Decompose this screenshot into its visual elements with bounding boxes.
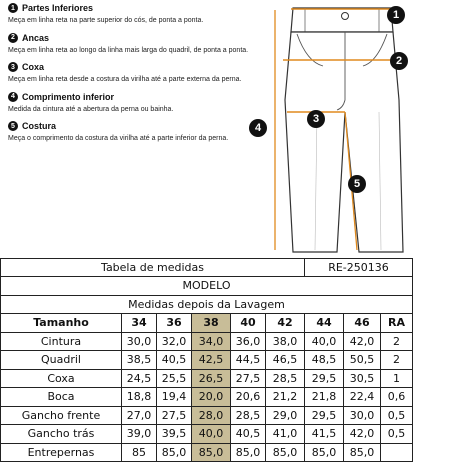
table-cell: 0,6 xyxy=(381,388,413,407)
table-cell-highlight: 34,0 xyxy=(192,332,231,351)
marker-5-badge: 5 xyxy=(348,175,366,193)
table-cell-highlight: 40,0 xyxy=(192,425,231,444)
table-cell: 85,0 xyxy=(157,443,192,462)
table-row xyxy=(1,369,413,388)
guide-item-thigh xyxy=(8,61,253,85)
table-cell: 19,4 xyxy=(157,388,192,407)
pants-illustration xyxy=(245,0,465,258)
table-cell: 85,0 xyxy=(231,443,266,462)
row-label: Cintura xyxy=(1,332,122,351)
model-label: MODELO xyxy=(1,277,413,296)
table-cell: 39,0 xyxy=(122,425,157,444)
table-cell: 42,0 xyxy=(344,332,381,351)
table-cell: 38,0 xyxy=(266,332,305,351)
table-cell-highlight: 42,5 xyxy=(192,351,231,370)
marker-4-badge: 4 xyxy=(249,119,267,137)
table-cell: 27,5 xyxy=(157,406,192,425)
table-row xyxy=(1,443,413,462)
header-row xyxy=(1,314,413,333)
table-cell: 38,5 xyxy=(122,351,157,370)
guide-item-title: Coxa xyxy=(22,62,45,72)
table-cell: 1 xyxy=(381,369,413,388)
table-cell: 28,5 xyxy=(266,369,305,388)
product-code: RE-250136 xyxy=(305,259,413,277)
table-cell: 24,5 xyxy=(122,369,157,388)
table-cell: 40,5 xyxy=(157,351,192,370)
table-cell: 30,0 xyxy=(344,406,381,425)
table-cell: 20,6 xyxy=(231,388,266,407)
header-col-highlight: 38 xyxy=(192,314,231,333)
table-cell: 39,5 xyxy=(157,425,192,444)
table-cell: 36,0 xyxy=(231,332,266,351)
table-cell: 25,5 xyxy=(157,369,192,388)
size-table xyxy=(0,258,413,462)
guide-item-hips xyxy=(8,32,253,56)
guide-item-desc: Medida da cintura até a abertura da perna ou bainha. xyxy=(8,105,174,113)
table-cell: 29,0 xyxy=(266,406,305,425)
table-cell: 21,8 xyxy=(305,388,344,407)
table-cell: 2 xyxy=(381,351,413,370)
table-cell: 85,0 xyxy=(266,443,305,462)
guide-item-title: Partes Inferiores xyxy=(22,3,94,13)
guide-item-desc: Meça em linha reta desde a costura da virilha até a parte externa da perna. xyxy=(8,76,242,83)
table-cell: 27,5 xyxy=(231,369,266,388)
table-row xyxy=(1,332,413,351)
table-cell: 0,5 xyxy=(381,425,413,444)
measurement-guide xyxy=(8,2,253,150)
table-row xyxy=(1,388,413,407)
table-cell: 40,5 xyxy=(231,425,266,444)
table-cell: 2 xyxy=(381,332,413,351)
table-cell: 28,5 xyxy=(231,406,266,425)
row-label: Entrepernas xyxy=(1,443,122,462)
header-col: 42 xyxy=(266,314,305,333)
row-label: Gancho trás xyxy=(1,425,122,444)
table-title-row xyxy=(1,259,413,277)
table-cell: 42,0 xyxy=(344,425,381,444)
table-cell: 48,5 xyxy=(305,351,344,370)
table-body xyxy=(1,332,413,462)
table-row xyxy=(1,425,413,444)
table-cell-highlight: 28,0 xyxy=(192,406,231,425)
header-col: 40 xyxy=(231,314,266,333)
marker-1-badge: 1 xyxy=(387,6,405,24)
table-cell-highlight: 26,5 xyxy=(192,369,231,388)
subtitle-row xyxy=(1,295,413,314)
table-cell: 41,5 xyxy=(305,425,344,444)
table-cell: 50,5 xyxy=(344,351,381,370)
table-cell: 32,0 xyxy=(157,332,192,351)
table-row xyxy=(1,351,413,370)
guide-item-desc: Meça em linha reta na parte superior do cós, de ponta a ponta. xyxy=(8,17,204,24)
marker-3-badge: 3 xyxy=(307,110,325,128)
guide-item-inseam xyxy=(8,120,253,144)
table-cell: 85,0 xyxy=(344,443,381,462)
table-cell-highlight: 85,0 xyxy=(192,443,231,462)
number-2-badge: 2 xyxy=(8,33,18,43)
row-label: Gancho frente xyxy=(1,406,122,425)
table-cell: 44,5 xyxy=(231,351,266,370)
table-cell: 18,8 xyxy=(122,388,157,407)
header-col: 46 xyxy=(344,314,381,333)
table-cell: 85,0 xyxy=(305,443,344,462)
header-col: RA xyxy=(381,314,413,333)
table-cell: 41,0 xyxy=(266,425,305,444)
guide-item-title: Comprimento inferior xyxy=(22,91,115,102)
table-row xyxy=(1,406,413,425)
row-label: Coxa xyxy=(1,369,122,388)
table-cell: 40,0 xyxy=(305,332,344,351)
table-cell: 29,5 xyxy=(305,406,344,425)
table-cell: 21,2 xyxy=(266,388,305,407)
table-cell: 85 xyxy=(122,443,157,462)
table-cell-highlight: 20,0 xyxy=(192,388,231,407)
guide-item-desc: Meça o comprimento da costura da virilha até a parte inferior da perna. xyxy=(8,135,229,142)
table-cell: 27,0 xyxy=(122,406,157,425)
table-cell xyxy=(381,443,413,462)
size-table-container xyxy=(0,258,413,462)
header-col: 44 xyxy=(305,314,344,333)
row-label: Quadril xyxy=(1,351,122,370)
table-cell: 29,5 xyxy=(305,369,344,388)
number-3-badge: 3 xyxy=(8,62,18,72)
guide-item-length xyxy=(8,91,253,115)
pants-measurement-diagram xyxy=(245,0,465,258)
table-cell: 0,5 xyxy=(381,406,413,425)
table-cell: 30,0 xyxy=(122,332,157,351)
number-1-badge: 1 xyxy=(8,3,18,13)
header-col: 36 xyxy=(157,314,192,333)
row-label: Boca xyxy=(1,388,122,407)
number-4-badge: 4 xyxy=(8,92,18,102)
model-row xyxy=(1,277,413,296)
table-title: Tabela de medidas xyxy=(1,259,305,277)
guide-item-desc: Meça em linha reta ao longo da linha mais larga do quadril, de ponta a ponta. xyxy=(8,46,249,54)
table-cell: 22,4 xyxy=(344,388,381,407)
table-cell: 30,5 xyxy=(344,369,381,388)
guide-item-title: Ancas xyxy=(22,32,50,43)
header-col: 34 xyxy=(122,314,157,333)
marker-2-badge: 2 xyxy=(390,52,408,70)
number-5-badge: 5 xyxy=(8,121,18,131)
table-subtitle: Medidas depois da Lavagem xyxy=(1,295,413,314)
table-cell: 46,5 xyxy=(266,351,305,370)
guide-item-title: Costura xyxy=(22,121,57,131)
header-size: Tamanho xyxy=(1,314,122,333)
guide-item-waist xyxy=(8,2,253,26)
